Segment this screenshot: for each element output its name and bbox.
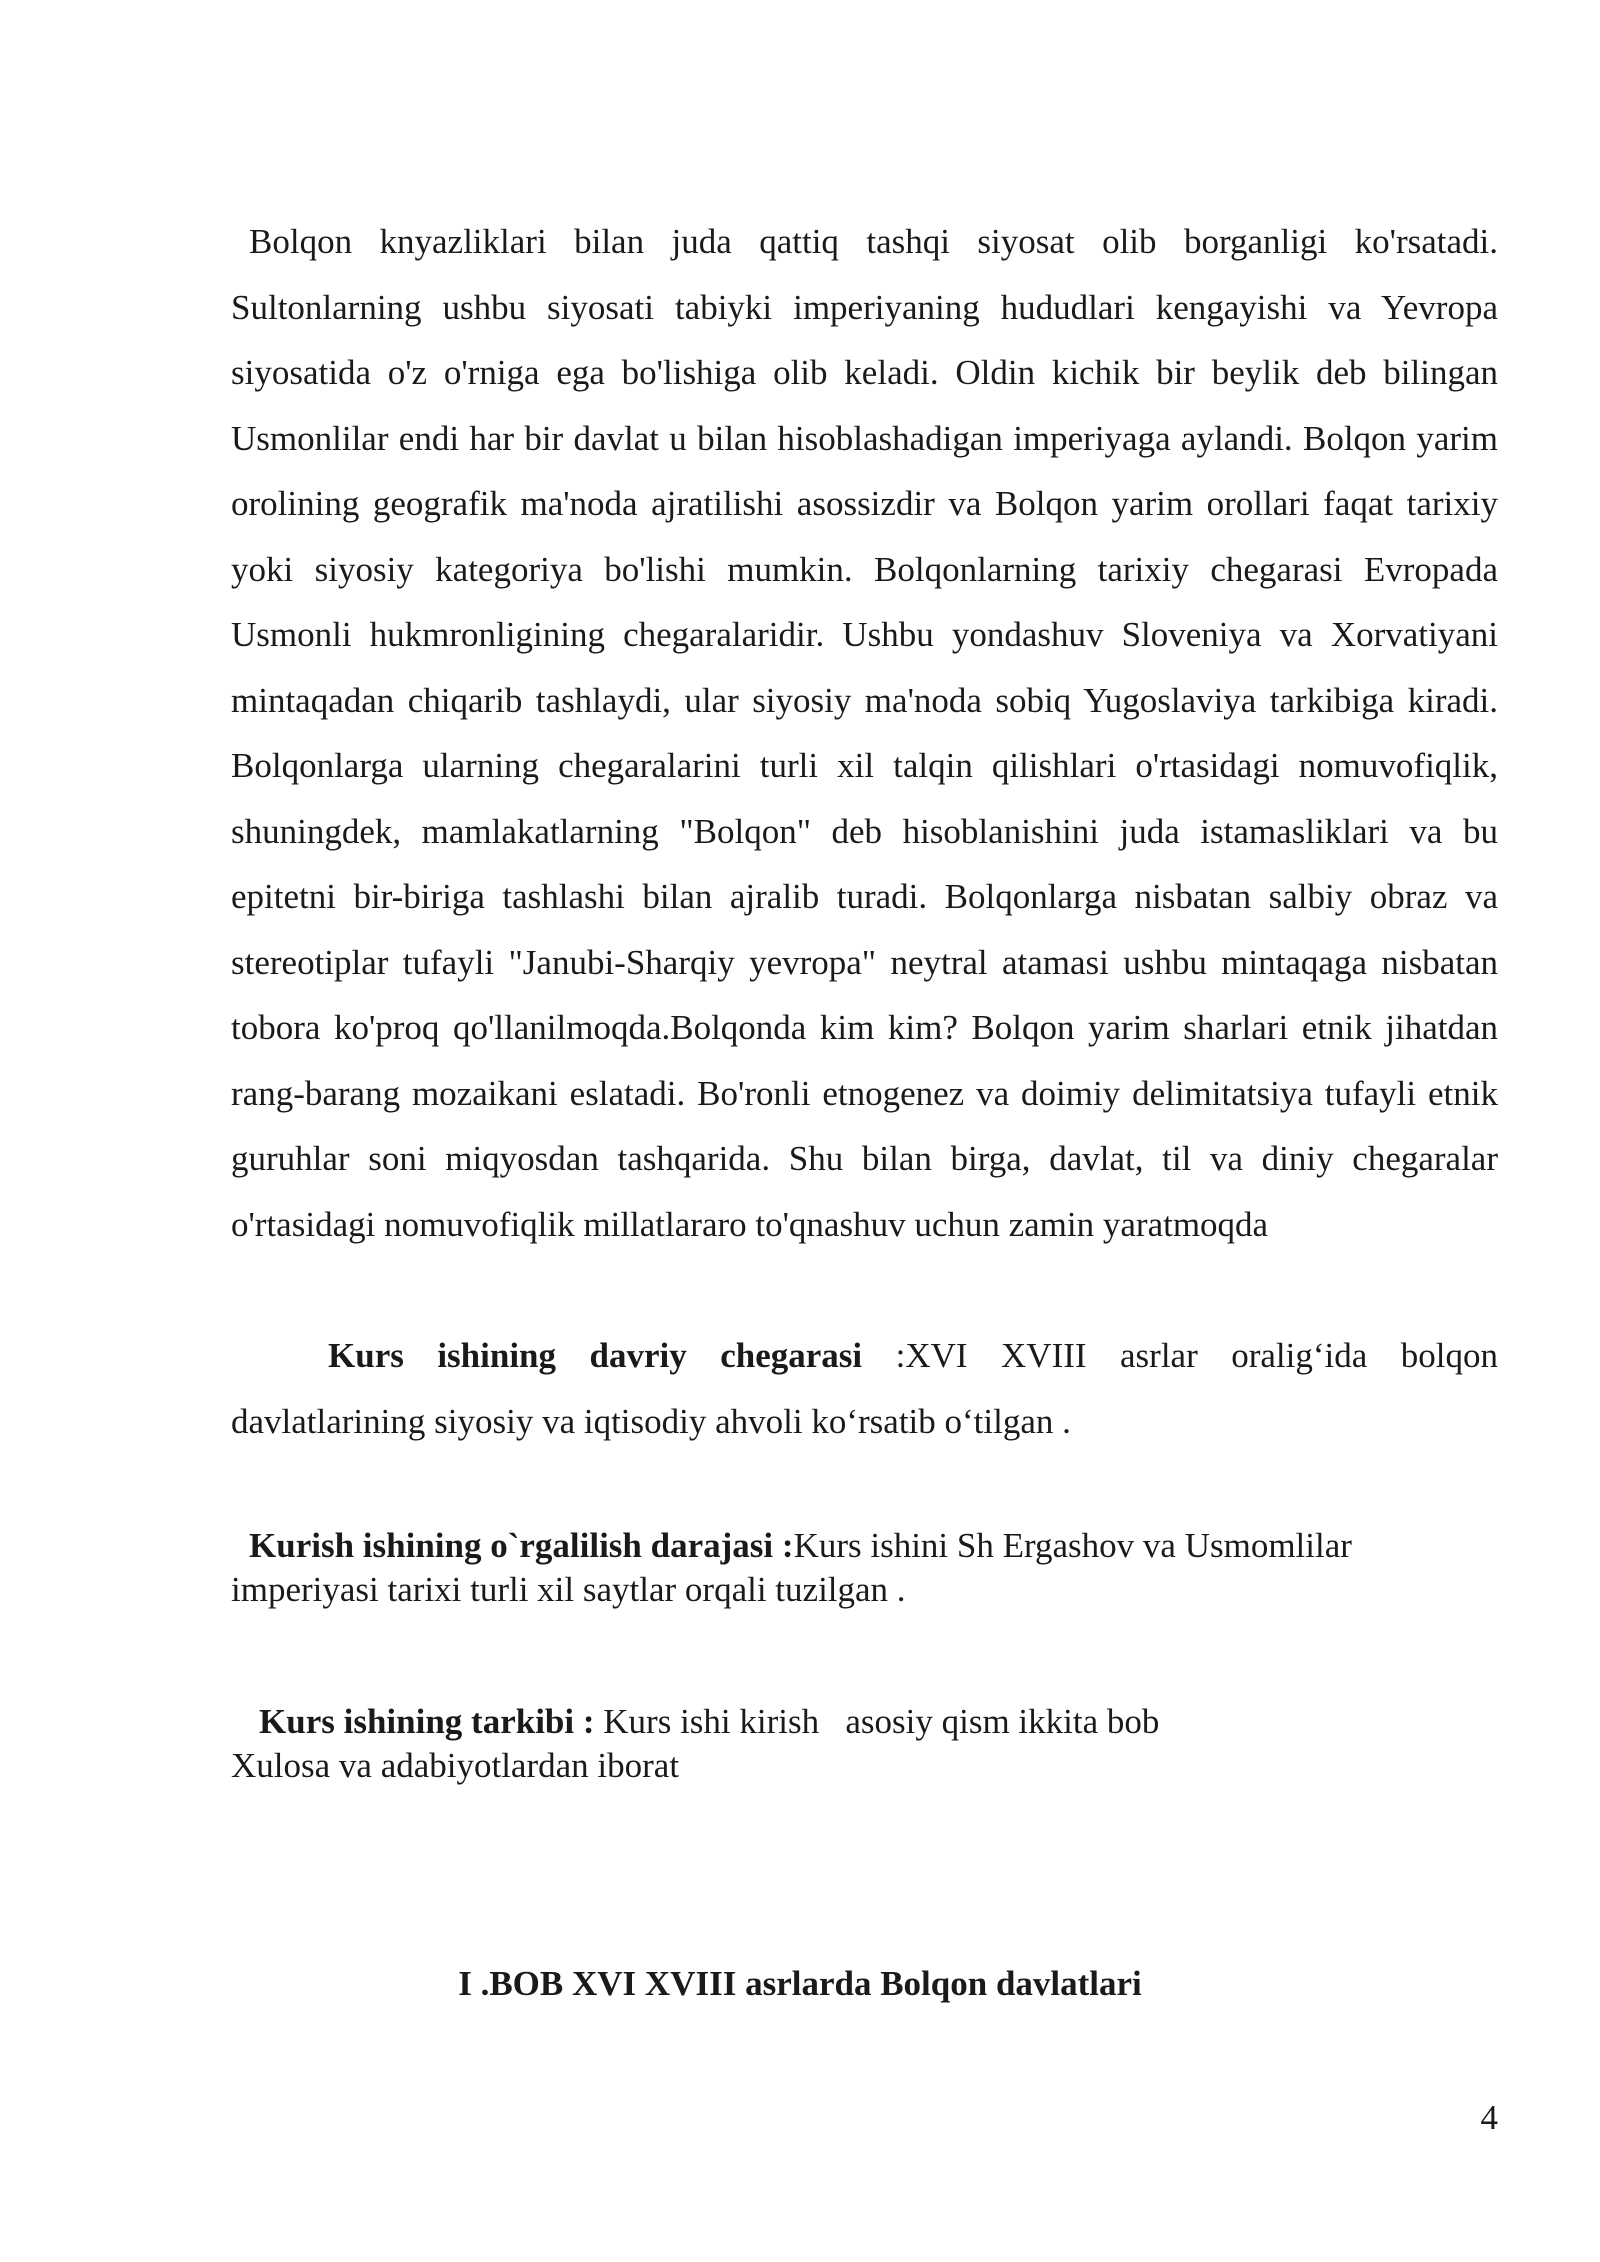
structure-text: Kurs ishi kirish asosiy qism ikkita bob (594, 1702, 1160, 1741)
study-level-text: Kurs ishini Sh Ergashov va Usmomlilar (793, 1526, 1352, 1565)
structure-paragraph (231, 1700, 1498, 1788)
chapter-heading: I .BOB XVI XVIII asrlarda Bolqon davlatlari (458, 1964, 1142, 2003)
study-level-label: Kurish ishining o`rgalilish darajasi : (249, 1526, 794, 1565)
study-level-paragraph (231, 1524, 1498, 1612)
study-level-text-line-2: imperiyasi tarixi turli xil saytlar orqali tuzilgan . (231, 1570, 906, 1609)
page-number: 4 (1480, 2098, 1498, 2137)
period-label: Kurs ishining davriy chegarasi (328, 1336, 863, 1375)
structure-text-line-2: Xulosa va adabiyotlardan iborat (231, 1746, 680, 1785)
period-text: :XVI XVIII asrlar oralig‘ida bolqon davlatlarining siyosiy va iqtisodiy ahvoli ko‘rsatib o‘tilgan . (231, 1336, 1498, 1441)
structure-line-1 (231, 1702, 1159, 1741)
period-paragraph (231, 1323, 1498, 1454)
body-paragraph: Bolqon knyazliklari bilan juda qattiq tashqi siyosat olib borganligi ko'rsatadi. Sultonlarning ushbu siyosati tabiyki imperiyaning hududlari kengayishi va Yevropa siyosatida o'z o'rniga ega bo'lishiga olib keladi. Oldin kichik bir beylik deb bilingan Usmonlilar endi har bir davlat u bilan hisoblashadigan imperiyaga aylandi. Bolqon yarim orolining geografik ma'noda ajratilishi asossizdir va Bolqon yarim orollari faqat tarixiy yoki siyosiy kategoriya bo'lishi mumkin. Bolqonlarning tarixiy chegarasi Evropada Usmonli hukmronligining chegaralaridir. Ushbu yondashuv Sloveniya va Xorvatiyani mintaqadan chiqarib tashlaydi, ular siyosiy ma'noda sobiq Yugoslaviya tarkibiga kiradi. Bolqonlarga ularning chegaralarini turli xil talqin qilishlari o'rtasidagi nomuvofiqlik, shuningdek, mamlakatlarning "Bolqon" deb hisoblanishini juda istamasliklari va bu epitetni bir-biriga tashlashi bilan ajralib turadi. Bolqonlarga nisbatan salbiy obraz va stereotiplar tufayli "Janubi-Sharqiy yevropa" neytral atamasi ushbu mintaqaga nisbatan tobora ko'proq qo'llanilmoqda.Bolqonda kim kim? Bolqon yarim sharlari etnik jihatdan rang-barang mozaikani eslatadi. Bo'ronli etnogenez va doimiy delimitatsiya tufayli etnik guruhlar soni miqyosdan tashqarida. Shu bilan birga, davlat, til va diniy chegaralar o'rtasidagi nomuvofiqlik millatlararo to'qnashuv uchun zamin yaratmoqda (231, 222, 1498, 1244)
study-level-line-1 (231, 1526, 1352, 1565)
structure-label: Kurs ishining tarkibi : (259, 1702, 595, 1741)
